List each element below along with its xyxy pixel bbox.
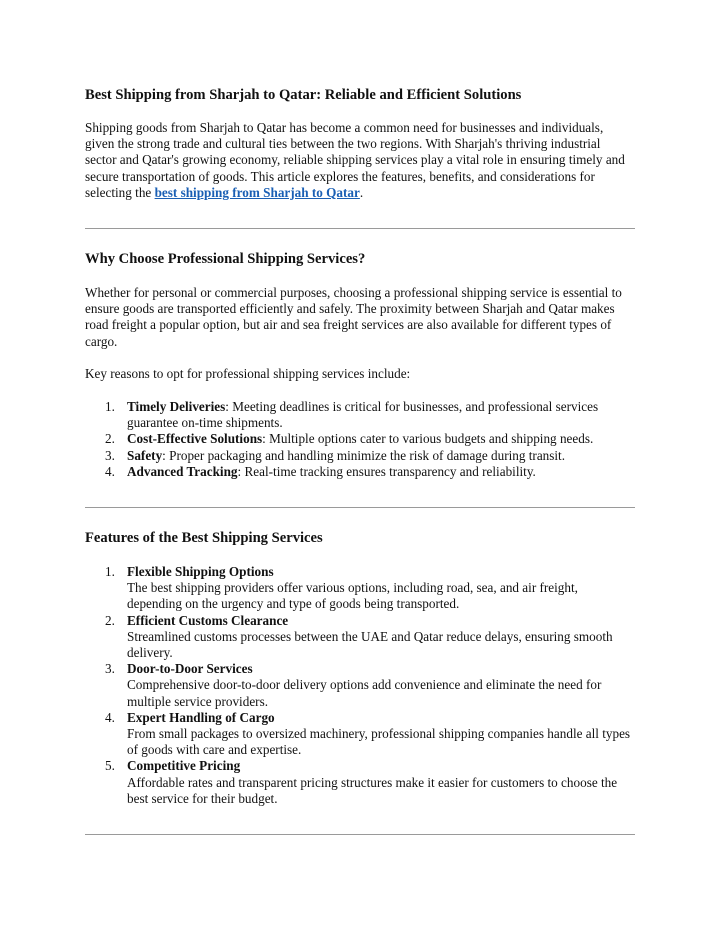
why-choose-paragraph: Whether for personal or commercial purposes, choosing a professional shipping service is essential to ensure goods are transported efficiently and safely. The proximity between Sharjah and Qatar makes road freight a popular option, but air and sea freight services are also available for different types of cargo. — [85, 285, 622, 349]
feature-text: From small packages to oversized machinery, professional shipping companies handle all types of goods with care and expertise. — [127, 726, 631, 758]
list-item: 3. Safety: Proper packaging and handling minimize the risk of damage during transit. — [105, 447, 566, 463]
divider-2 — [85, 507, 635, 508]
feature-text: Comprehensive door-to-door delivery options add convenience and eliminate the need for multiple service providers. — [127, 677, 602, 709]
feature-text: The best shipping providers offer various options, including road, sea, and air freight, depending on the urgency and type of goods being transported. — [127, 580, 578, 612]
feature-text: Streamlined customs processes between the UAE and Qatar reduce delays, ensuring smooth delivery. — [127, 628, 613, 661]
list-item: 1. Flexible Shipping Options The best shipping providers offer various options, including road, sea, and air freight, depending on the urgency and type of goods being transported. — [85, 564, 635, 613]
reason-text: : Proper packaging and handling minimize the risk of damage during transit. — [162, 447, 566, 463]
best-shipping-link[interactable]: best shipping from Sharjah to Qatar — [154, 184, 360, 200]
reason-term: Cost-Effective Solutions — [127, 431, 263, 447]
list-item: 1. Timely Deliveries: Meeting deadlines is critical for businesses, and professional services guarantee on-time shipments. — [105, 399, 599, 431]
reason-text: : Real-time tracking ensures transparency and reliability. — [237, 463, 536, 479]
list-item: 2. Efficient Customs Clearance Streamlined customs processes between the UAE and Qatar reduce delays, ensuring smooth delivery. — [85, 613, 635, 662]
list-item: 4. Advanced Tracking: Real-time tracking ensures transparency and reliability. — [105, 463, 536, 479]
list-item: 2. Cost-Effective Solutions: Multiple options cater to various budgets and shipping needs. — [105, 431, 594, 447]
list-item: 4. Expert Handling of Cargo From small packages to oversized machinery, professional shipping companies handle all types of goods with care and expertise. — [85, 710, 635, 759]
list-item: 5. Competitive Pricing Affordable rates and transparent pricing structures make it easier for customers to choose the best service for their budget. — [85, 758, 635, 807]
reason-term: Safety — [127, 447, 163, 463]
features-list — [85, 564, 635, 807]
section-title-main: Best Shipping from Sharjah to Qatar: Reliable and Efficient Solutions — [85, 87, 522, 103]
section-title-why-choose: Why Choose Professional Shipping Services? — [85, 251, 366, 267]
feature-term: Expert Handling of Cargo — [127, 709, 275, 725]
section-title-features: Features of the Best Shipping Services — [85, 530, 323, 546]
intro-text: Shipping goods from Sharjah to Qatar has become a common need for businesses and individuals, given the strong trade and cultural ties between the two regions. With Sharjah's thriving industrial sector and Qatar's growing economy, reliable shipping services play a vital role in ensuring timely and secure transportation of goods. This article explores the features, benefits, and considerations for selecting the — [85, 120, 625, 200]
feature-term: Efficient Customs Clearance — [127, 612, 289, 628]
feature-term: Flexible Shipping Options — [127, 564, 274, 579]
reason-term: Timely Deliveries — [127, 399, 226, 414]
feature-term: Door-to-Door Services — [127, 661, 253, 677]
reason-text: : Multiple options cater to various budgets and shipping needs. — [262, 431, 594, 447]
intro-period: . — [359, 184, 364, 200]
intro-paragraph — [85, 120, 635, 201]
reasons-list — [85, 399, 635, 480]
divider-3 — [85, 834, 635, 835]
list-item: 3. Door-to-Door Services Comprehensive door-to-door delivery options add convenience and eliminate the need for multiple service providers. — [85, 661, 635, 710]
reasons-intro: Key reasons to opt for professional shipping services include: — [85, 366, 411, 381]
reason-term: Advanced Tracking — [127, 463, 238, 479]
feature-term: Competitive Pricing — [127, 758, 241, 774]
divider-1 — [85, 228, 635, 229]
feature-text: Affordable rates and transparent pricing structures make it easier for customers to choose the best service for their budget. — [127, 774, 618, 806]
reason-text: : Meeting deadlines is critical for businesses, and professional services guarantee on-time shipments. — [127, 399, 599, 431]
